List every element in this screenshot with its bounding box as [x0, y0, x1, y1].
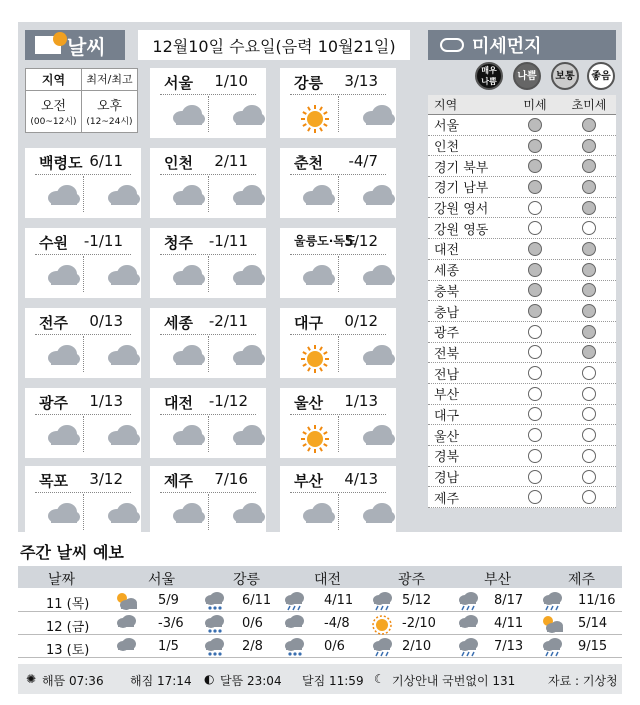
- dust-region: 부산: [434, 388, 460, 404]
- sun-icon: [300, 424, 330, 454]
- cloud-icon: [105, 264, 141, 286]
- city-temp: 2/11: [214, 152, 248, 170]
- phone-icon: ☾: [374, 672, 385, 686]
- dust-row: [428, 239, 616, 260]
- dust-col-region: 지역: [434, 98, 458, 112]
- dust-level-badge: 매우나쁨: [475, 62, 503, 90]
- sunrise-icon: ✺: [26, 672, 37, 686]
- city-cell: [150, 228, 266, 298]
- dust-row: [428, 136, 616, 157]
- cloud-icon: [45, 264, 81, 286]
- city-cell: [280, 388, 396, 458]
- city-cell: [150, 466, 266, 536]
- cloud-icon: [230, 424, 266, 446]
- weekly-date: 12 (금): [46, 620, 90, 635]
- pm10-indicator: [528, 118, 542, 132]
- city-name: 제주: [164, 472, 193, 490]
- legend-am: 오전 (00~12시): [26, 91, 82, 133]
- city-cell: [25, 228, 141, 298]
- cloud-icon: [45, 424, 81, 446]
- date-header: 12월10일 수요일(음력 10월21일): [138, 30, 410, 60]
- dust-region: 대구: [434, 408, 460, 424]
- city-temp: 6/11: [89, 152, 123, 170]
- dust-col-pm10: 미세: [523, 98, 547, 112]
- cloud-icon: [360, 344, 396, 366]
- legend-box: [25, 68, 138, 133]
- dust-region: 서울: [434, 119, 460, 135]
- cloud-icon: [45, 184, 81, 206]
- city-temp: 0/13: [89, 312, 123, 330]
- cloud-icon: [360, 184, 396, 206]
- pm10-indicator: [528, 201, 542, 215]
- dust-region: 강원 영서: [434, 202, 489, 218]
- weekly-row: [18, 612, 622, 635]
- snow-cloud-icon: [202, 591, 226, 613]
- cloud-icon: [105, 184, 141, 206]
- pm25-indicator: [582, 490, 596, 504]
- weekly-temp: 2/8: [242, 639, 263, 654]
- pm10-indicator: [528, 180, 542, 194]
- city-cell: [25, 308, 141, 378]
- pm10-indicator: [528, 139, 542, 153]
- pm25-indicator: [582, 428, 596, 442]
- city-name: 수원: [39, 234, 68, 252]
- dust-row: [428, 363, 616, 384]
- weekly-row: [18, 589, 622, 612]
- cloud-icon: [170, 264, 206, 286]
- snow-cloud-icon: [282, 637, 306, 659]
- cloud-icon: [300, 184, 336, 206]
- dust-col-pm25: 초미세: [571, 98, 607, 112]
- weekly-city: 제주: [568, 572, 596, 588]
- weekly-title: 주간 날씨 예보: [20, 543, 124, 562]
- moonrise: 달뜸 23:04: [220, 674, 282, 688]
- dust-row: [428, 487, 616, 508]
- cloud-icon: [360, 264, 396, 286]
- city-name: 강릉: [294, 74, 323, 92]
- pm10-indicator: [528, 304, 542, 318]
- cloud-icon: [300, 502, 336, 524]
- pm10-indicator: [528, 345, 542, 359]
- dust-region: 전북: [434, 346, 460, 362]
- weekly-temp: 5/14: [578, 616, 608, 631]
- partly-sunny-icon: [114, 591, 138, 613]
- weekly-city: 대전: [314, 572, 342, 588]
- weekly-row: [18, 635, 622, 658]
- city-cell: [150, 68, 266, 138]
- city-name: 서울: [164, 74, 193, 92]
- cloud-icon: [170, 424, 206, 446]
- weekly-date: 11 (목): [46, 597, 90, 612]
- city-name: 청주: [164, 234, 193, 252]
- dust-row: [428, 177, 616, 198]
- pm10-indicator: [528, 159, 542, 173]
- weather-header: [25, 30, 125, 60]
- pm10-indicator: [528, 449, 542, 463]
- city-cell: [280, 466, 396, 536]
- cloud-icon: [45, 344, 81, 366]
- city-name: 전주: [39, 314, 68, 332]
- dust-row: [428, 467, 616, 488]
- dust-region: 전남: [434, 367, 460, 383]
- rain-cloud-icon: [540, 637, 564, 659]
- dust-row: [428, 281, 616, 302]
- pm25-indicator: [582, 263, 596, 277]
- legend-minmax: 최저/최고: [86, 73, 133, 86]
- pm10-indicator: [528, 242, 542, 256]
- pm10-indicator: [528, 283, 542, 297]
- city-name: 부산: [294, 472, 323, 490]
- city-temp: 5/12: [344, 232, 378, 250]
- city-temp: 1/13: [344, 392, 378, 410]
- dust-logo-icon: [440, 38, 464, 52]
- dust-row: [428, 301, 616, 322]
- cloud-icon: [170, 502, 206, 524]
- snow-cloud-icon: [202, 614, 226, 636]
- city-temp: -2/11: [208, 312, 248, 330]
- cloud-icon: [105, 502, 141, 524]
- pm25-indicator: [582, 283, 596, 297]
- city-temp: -4/7: [348, 152, 378, 170]
- sun-icon: [300, 104, 330, 134]
- dust-region: 세종: [434, 264, 460, 280]
- dust-region: 충남: [434, 305, 460, 321]
- weekly-temp: 7/13: [494, 639, 524, 654]
- weekly-temp: 8/17: [494, 593, 524, 608]
- dust-row: [428, 322, 616, 343]
- weekly-temp: 9/15: [578, 639, 608, 654]
- city-name: 광주: [39, 394, 68, 412]
- dust-row: [428, 343, 616, 364]
- rain-cloud-icon: [540, 591, 564, 613]
- weekly-temp: 5/9: [158, 593, 179, 608]
- footer: [18, 664, 622, 694]
- weekly-temp: -3/6: [158, 616, 184, 631]
- city-temp: -1/12: [208, 392, 248, 410]
- pm25-indicator: [582, 366, 596, 380]
- city-name: 세종: [164, 314, 193, 332]
- rain-cloud-icon: [282, 591, 306, 613]
- dust-region: 경남: [434, 471, 460, 487]
- weekly-temp: -4/8: [324, 616, 350, 631]
- city-temp: 3/12: [89, 470, 123, 488]
- snow-cloud-icon: [202, 637, 226, 659]
- dust-region: 충북: [434, 284, 460, 300]
- pm25-indicator: [582, 118, 596, 132]
- city-cell: [280, 308, 396, 378]
- moon-icon: ◐: [204, 672, 215, 686]
- weekly-temp: 5/12: [402, 593, 432, 608]
- city-temp: 1/10: [214, 72, 248, 90]
- dust-region: 강원 영동: [434, 222, 489, 238]
- city-cell: [280, 148, 396, 218]
- sunrise: 해뜸 07:36: [42, 674, 104, 688]
- legend-pm: 오후 (12~24시): [86, 99, 133, 127]
- city-name: 춘천: [294, 154, 323, 172]
- rain-cloud-icon: [370, 637, 394, 659]
- city-temp: 1/13: [89, 392, 123, 410]
- pm10-indicator: [528, 325, 542, 339]
- sun-icon: [300, 344, 330, 374]
- dust-region: 인천: [434, 140, 460, 156]
- dust-region: 광주: [434, 326, 460, 342]
- city-cell: [150, 388, 266, 458]
- weekly-temp: 4/11: [494, 616, 524, 631]
- cloud-icon: [230, 184, 266, 206]
- pm10-indicator: [528, 490, 542, 504]
- cloud-icon: [230, 264, 266, 286]
- sunset: 해짐 17:14: [130, 674, 192, 688]
- weekly-city: 부산: [484, 572, 512, 588]
- dust-region: 경북: [434, 450, 460, 466]
- cloud-icon: [114, 614, 138, 636]
- moonset: 달짐 11:59: [302, 674, 364, 688]
- cloud-icon: [170, 104, 206, 126]
- dust-title: 미세먼지: [472, 36, 542, 57]
- rain-cloud-icon: [456, 591, 480, 613]
- sun-icon: [370, 614, 394, 636]
- rain-cloud-icon: [456, 637, 480, 659]
- cloud-icon: [114, 637, 138, 659]
- legend-region: 지역: [26, 69, 82, 90]
- weekly-header: [18, 566, 622, 588]
- dust-region: 경기 남부: [434, 181, 489, 197]
- weather-title: 날씨: [67, 34, 106, 59]
- city-cell: [25, 148, 141, 218]
- city-temp: -1/11: [208, 232, 248, 250]
- dust-level-badge: 좋음: [587, 62, 615, 90]
- pm25-indicator: [582, 304, 596, 318]
- dust-row: [428, 446, 616, 467]
- pm10-indicator: [528, 387, 542, 401]
- cloud-icon: [230, 344, 266, 366]
- dust-level-badge: 나쁨: [513, 62, 541, 90]
- pm10-indicator: [528, 428, 542, 442]
- weekly-temp: 0/6: [324, 639, 345, 654]
- cloud-icon: [230, 502, 266, 524]
- pm25-indicator: [582, 201, 596, 215]
- dust-region: 대전: [434, 243, 460, 259]
- cloud-icon: [170, 344, 206, 366]
- city-name: 목포: [39, 472, 68, 490]
- cloud-icon: [170, 184, 206, 206]
- weekly-date: 13 (토): [46, 643, 90, 658]
- pm10-indicator: [528, 263, 542, 277]
- dust-row: [428, 156, 616, 177]
- weekly-city: 강릉: [233, 572, 261, 588]
- cloud-icon: [282, 614, 306, 636]
- city-cell: [150, 148, 266, 218]
- cloud-icon: [45, 502, 81, 524]
- pm25-indicator: [582, 221, 596, 235]
- weather-logo-icon: [35, 36, 61, 54]
- cloud-icon: [360, 104, 396, 126]
- dust-level-badge: 보통: [551, 62, 579, 90]
- city-name: 대전: [164, 394, 193, 412]
- pm25-indicator: [582, 242, 596, 256]
- dust-row: [428, 425, 616, 446]
- weekly-temp: 1/5: [158, 639, 179, 654]
- pm25-indicator: [582, 470, 596, 484]
- weekly-temp: 0/6: [242, 616, 263, 631]
- city-name: 대구: [294, 314, 323, 332]
- cloud-icon: [360, 502, 396, 524]
- weekly-temp: 11/16: [578, 593, 616, 608]
- partly-sunny-icon: [540, 614, 564, 636]
- city-temp: 0/12: [344, 312, 378, 330]
- cloud-icon: [230, 104, 266, 126]
- cloud-icon: [456, 614, 480, 636]
- pm25-indicator: [582, 180, 596, 194]
- cloud-icon: [105, 344, 141, 366]
- pm25-indicator: [582, 139, 596, 153]
- city-name: 인천: [164, 154, 193, 172]
- city-name: 백령도: [39, 154, 83, 172]
- pm25-indicator: [582, 325, 596, 339]
- cloud-icon: [300, 264, 336, 286]
- cloud-icon: [360, 424, 396, 446]
- city-temp: 4/13: [344, 470, 378, 488]
- dust-row: [428, 115, 616, 136]
- dust-region: 제주: [434, 491, 460, 507]
- dust-header: [428, 30, 616, 60]
- city-cell: [280, 68, 396, 138]
- pm10-indicator: [528, 470, 542, 484]
- city-name: 울산: [294, 394, 323, 412]
- city-temp: -1/11: [83, 232, 123, 250]
- city-cell: [150, 308, 266, 378]
- city-name: 울릉도·독도: [294, 234, 357, 248]
- city-cell: [25, 388, 141, 458]
- pm25-indicator: [582, 159, 596, 173]
- weekly-date-label: 날짜: [48, 572, 76, 588]
- weekly-temp: -2/10: [402, 616, 436, 631]
- data-source: 자료 : 기상청: [548, 674, 618, 688]
- pm25-indicator: [582, 387, 596, 401]
- dust-row: [428, 260, 616, 281]
- weekly-temp: 2/10: [402, 639, 432, 654]
- weekly-forecast: [18, 566, 622, 658]
- city-cell: [280, 228, 396, 298]
- weekly-temp: 6/11: [242, 593, 272, 608]
- city-cell: [25, 466, 141, 536]
- dust-row: [428, 198, 616, 219]
- dust-region: 울산: [434, 429, 460, 445]
- pm10-indicator: [528, 366, 542, 380]
- dust-region: 경기 북부: [434, 160, 489, 176]
- pm10-indicator: [528, 407, 542, 421]
- weekly-city: 광주: [398, 572, 426, 588]
- cloud-icon: [105, 424, 141, 446]
- dust-row: [428, 405, 616, 426]
- weather-phone: 기상안내 국번없이 131: [392, 674, 516, 688]
- pm10-indicator: [528, 221, 542, 235]
- rain-cloud-icon: [370, 591, 394, 613]
- city-temp: 7/16: [214, 470, 248, 488]
- weekly-temp: 4/11: [324, 593, 354, 608]
- weekly-city: 서울: [148, 572, 176, 588]
- dust-table: [428, 95, 616, 508]
- pm25-indicator: [582, 407, 596, 421]
- city-temp: 3/13: [344, 72, 378, 90]
- dust-row: [428, 218, 616, 239]
- pm25-indicator: [582, 449, 596, 463]
- pm25-indicator: [582, 345, 596, 359]
- dust-row: [428, 384, 616, 405]
